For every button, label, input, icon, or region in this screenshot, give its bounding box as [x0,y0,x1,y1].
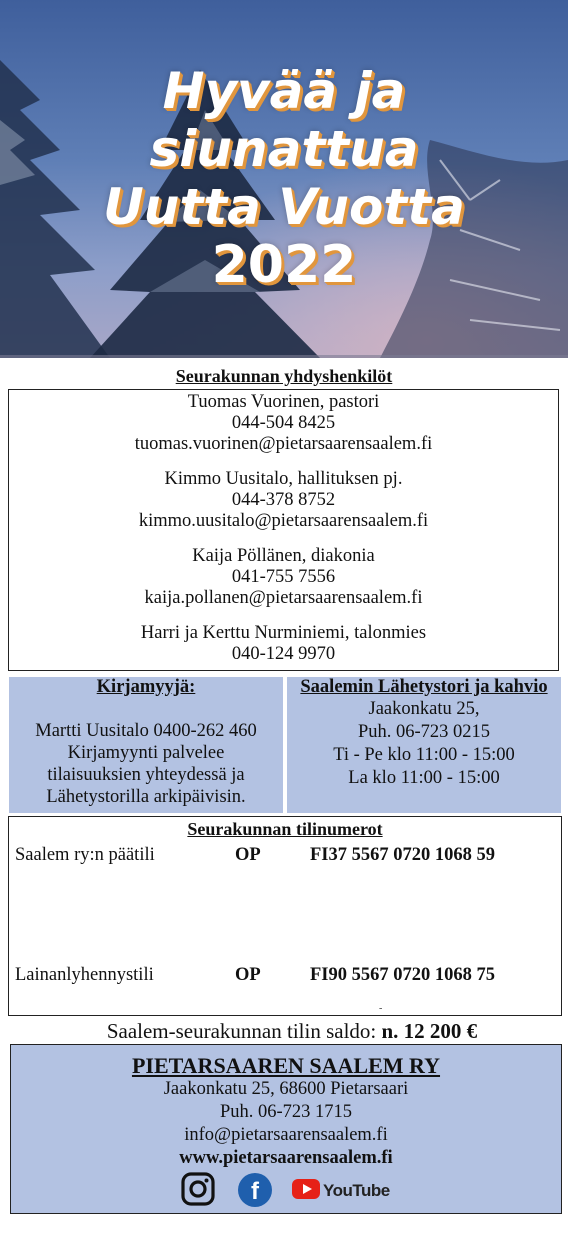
accounts-box [8,816,562,1016]
youtube-label: YouTube [323,1181,390,1200]
contacts-box [8,389,559,671]
greeting-line-1: Hyvää ja [162,62,406,120]
bookseller-line: Kirjamyynti palvelee [67,743,225,763]
organization-website[interactable]: www.pietarsaarensaalem.fi [179,1148,393,1168]
organization-phone[interactable]: Puh. 06-723 1715 [219,1102,353,1122]
mission-shop-heading: Saalemin Lähetystori ja kahvio [300,677,548,697]
accounts-heading: Seurakunnan tilinumerot [187,819,383,839]
contact-phone[interactable]: 044-504 8425 [231,413,336,433]
account-iban: FI37 5567 0720 1068 59 [310,845,495,865]
account-balance [0,1019,568,1044]
bookseller-line: Martti Uusitalo 0400-262 460 [35,721,257,741]
mission-shop-hours: Ti - Pe klo 11:00 - 15:00 [333,745,515,765]
contact-person [9,469,558,532]
contact-phone[interactable]: 040-124 9970 [231,644,336,664]
greeting-line-3: Uutta Vuotta [103,178,465,236]
greeting-year: 2022 [211,235,357,295]
facebook-icon[interactable] [237,1172,273,1208]
organization-address: Jaakonkatu 25, 68600 Pietarsaari [163,1079,409,1099]
contact-email[interactable]: kimmo.uusitalo@pietarsaarensaalem.fi [138,511,429,531]
contact-person [9,623,558,665]
mission-shop-hours: La klo 11:00 - 15:00 [348,768,500,788]
contact-name: Kaija Pöllänen, diakonia [192,546,375,566]
stray-dot: - [379,1003,383,1014]
contact-email[interactable]: kaija.pollanen@pietarsaarensaalem.fi [144,588,423,608]
contact-phone[interactable]: 044-378 8752 [231,490,336,510]
mission-shop-address: Jaakonkatu 25, [368,699,480,719]
bookseller-line: tilaisuuksien yhteydessä ja [47,765,245,785]
contact-name: Kimmo Uusitalo, hallituksen pj. [164,469,403,489]
instagram-icon[interactable] [181,1172,215,1206]
balance-amount: n. 12 200 € [381,1019,478,1043]
mission-shop-panel [287,677,561,813]
account-name: Lainanlyhennystili [15,965,154,985]
contact-person [9,392,558,455]
mission-shop-phone[interactable]: Puh. 06-723 0215 [357,722,491,742]
facebook-glyph: f [251,1178,259,1205]
organization-email[interactable]: info@pietarsaarensaalem.fi [184,1125,388,1145]
contact-email[interactable]: tuomas.vuorinen@pietarsaarensaalem.fi [134,434,433,454]
bookseller-heading: Kirjamyyjä: [96,677,196,697]
greeting-line-2: siunattua [149,120,419,178]
contact-name: Harri ja Kerttu Nurminiemi, talonmies [140,623,427,643]
organization-box [10,1044,562,1214]
account-name: Saalem ry:n päätili [15,845,155,865]
bookseller-line: Lähetystorilla arkipäivisin. [46,787,246,807]
greeting-title [0,62,568,294]
organization-name: PIETARSAAREN SAALEM RY [131,1053,441,1078]
contact-phone[interactable]: 041-755 7556 [231,567,336,587]
account-iban: FI90 5567 0720 1068 75 [310,965,495,985]
youtube-icon[interactable] [292,1176,392,1204]
social-links [11,1172,561,1212]
contact-name: Tuomas Vuorinen, pastori [187,392,380,412]
account-bank: OP [235,965,261,985]
hero-banner [0,0,568,358]
contacts-heading: Seurakunnan yhdyshenkilöt [175,366,393,386]
bookseller-panel [9,677,283,813]
balance-label: Saalem-seurakunnan tilin saldo: [106,1019,377,1043]
contact-person [9,546,558,609]
account-bank: OP [235,845,261,865]
